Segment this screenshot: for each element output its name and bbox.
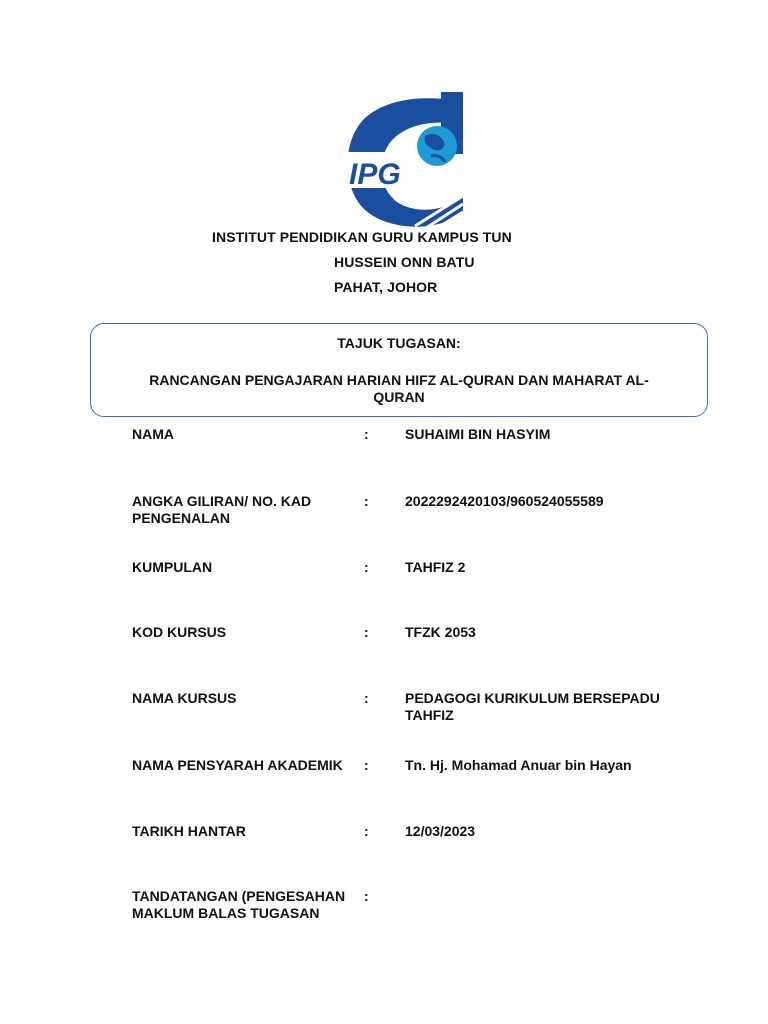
institution-line-2: HUSSEIN ONN BATU <box>334 254 475 270</box>
field-value: TFZK 2053 <box>405 624 476 640</box>
field-label: TARIKH HANTAR <box>132 823 246 839</box>
field-value: 2022292420103/960524055589 <box>405 493 604 509</box>
field-colon: : <box>364 493 369 509</box>
field-colon: : <box>364 624 369 640</box>
institution-line-3: PAHAT, JOHOR <box>334 279 438 295</box>
field-value: Tn. Hj. Mohamad Anuar bin Hayan <box>405 757 632 773</box>
assignment-label: TAJUK TUGASAN: <box>337 335 461 351</box>
field-colon: : <box>364 559 369 575</box>
field-label: KUMPULAN <box>132 559 213 575</box>
assignment-title: RANCANGAN PENGAJARAN HARIAN HIFZ AL-QURAN DAN MAHARAT AL-QURAN <box>149 372 649 405</box>
field-colon: : <box>364 690 369 706</box>
institution-line-1: INSTITUT PENDIDIKAN GURU KAMPUS TUN <box>212 229 512 245</box>
field-colon: : <box>364 426 369 442</box>
field-label: TANDATANGAN (PENGESAHAN MAKLUM BALAS TUGASAN <box>132 888 346 921</box>
assignment-title-box <box>90 323 708 417</box>
field-label: NAMA <box>132 426 174 442</box>
ipg-logo <box>345 92 465 234</box>
field-label: NAMA KURSUS <box>132 690 237 706</box>
field-value: 12/03/2023 <box>405 823 476 839</box>
field-label: NAMA PENSYARAH AKADEMIK <box>132 757 343 773</box>
field-label: ANGKA GILIRAN/ NO. KAD PENGENALAN <box>132 493 312 526</box>
field-value: SUHAIMI BIN HASYIM <box>405 426 551 442</box>
field-value: PEDAGOGI KURIKULUM BERSEPADU TAHFIZ <box>405 690 660 723</box>
field-colon: : <box>364 888 369 904</box>
field-label: KOD KURSUS <box>132 624 227 640</box>
field-colon: : <box>364 757 369 773</box>
logo-text: IPG <box>349 158 401 191</box>
field-value: TAHFIZ 2 <box>405 559 466 575</box>
field-colon: : <box>364 823 369 839</box>
